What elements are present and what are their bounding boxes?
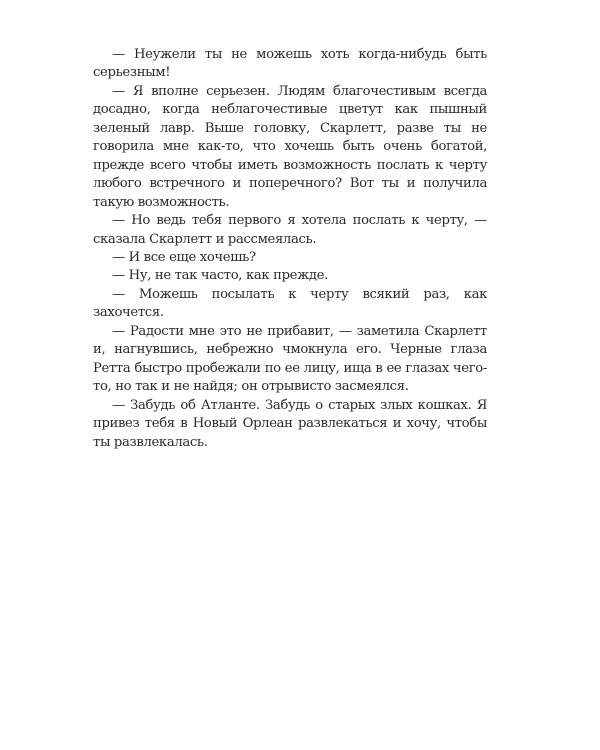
paragraph: — Забудь об Атланте. Забудь о старых злых кошках. Я привез тебя в Новый Орлеан развлекаться и хочу, чтобы ты развлекалась. (93, 397, 487, 450)
paragraph: — Ну, не так часто, как прежде. (112, 268, 328, 284)
paragraph: — Но ведь тебя первого я хотела послать к черту, — сказала Скарлетт и рассмеялась. (93, 213, 487, 247)
paragraph: — И все еще хочешь? (112, 249, 256, 265)
paragraph: — Радости мне это не прибавит, — заметила Скарлетт и, нагнувшись, небрежно чмокнула его. Черные глаза Ретта быстро пробежали по ее лицу, ища в ее глазах чего-то, но так и не найдя; он отрывисто засмеялся. (93, 323, 487, 395)
book-page-text (93, 46, 487, 452)
paragraph: — Я вполне серьезен. Людям благочестивым всегда досадно, когда неблагочестивые цветут как пышный зеленый лавр. Выше головку, Скарлетт, разве ты не говорила мне как-то, что хочешь быть очень богатой, прежде всего чтобы иметь возможность послать к черту любого встречного и поперечного? Вот ты и получила такую возможность. (93, 83, 487, 210)
paragraph: — Неужели ты не можешь хоть когда-нибудь быть серьезным! (93, 47, 487, 81)
paragraph: — Можешь посылать к черту всякий раз, как захочется. (93, 286, 487, 321)
